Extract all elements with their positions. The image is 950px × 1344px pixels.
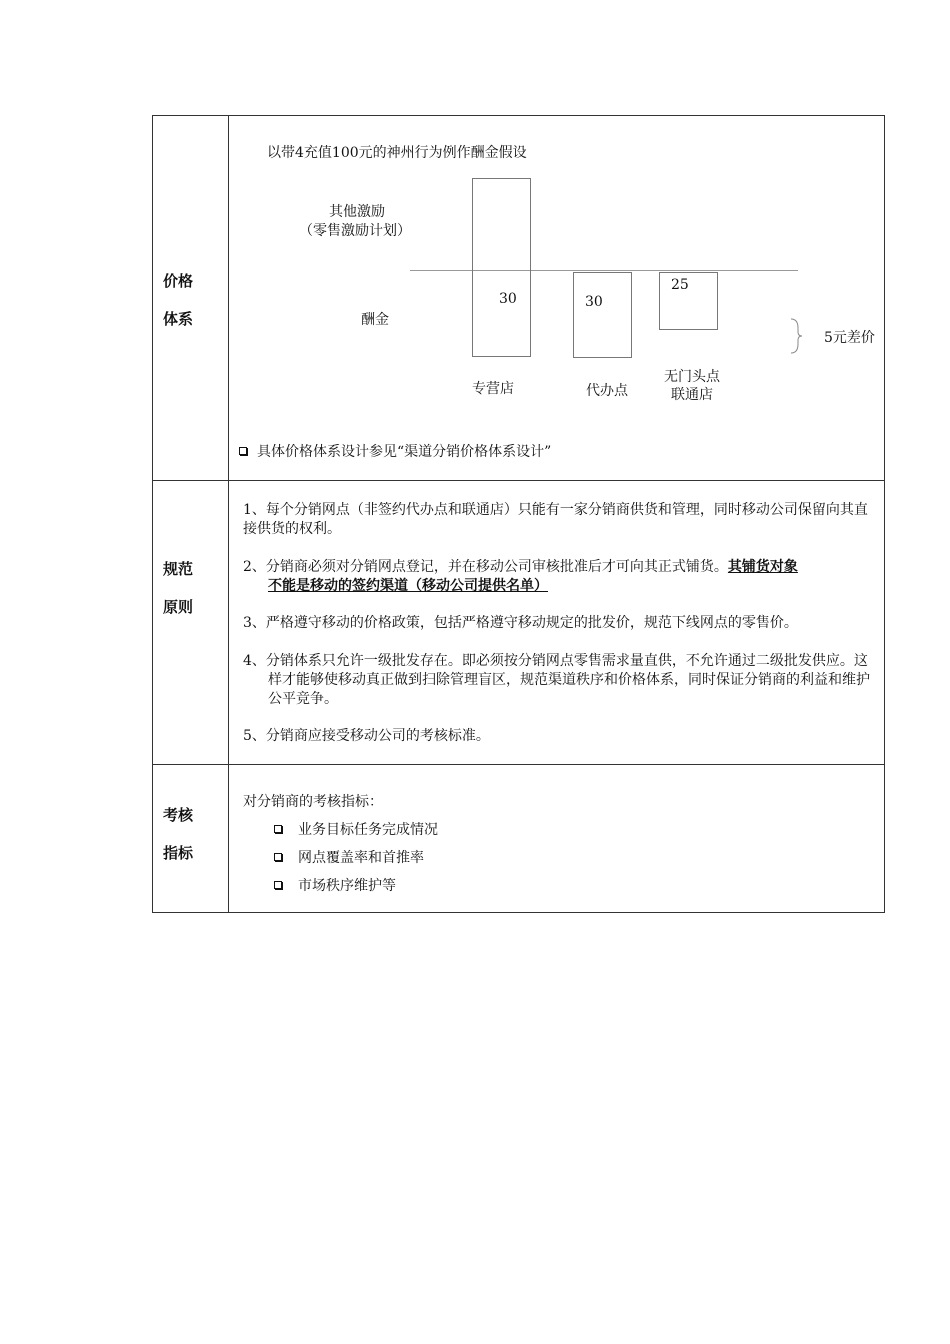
column-divider xyxy=(228,115,229,913)
assessment-label-1: 考核 xyxy=(163,806,194,824)
retail-plan-label: （零售激励计划） xyxy=(299,223,411,239)
rule-item-5: 5、分销商应接受移动公司的考核标准。 xyxy=(243,728,490,744)
bar-specialty-store xyxy=(472,178,531,357)
other-incentive-label: 其他激励 xyxy=(329,204,385,220)
assessment-item-1: 业务目标任务完成情况 xyxy=(274,821,438,840)
checkbox-icon xyxy=(274,853,282,861)
assessment-label-2: 指标 xyxy=(163,844,194,862)
rule-item-2-emphasis-b: 不能是移动的签约渠道（移动公司提供名单） xyxy=(268,578,548,594)
checkbox-icon xyxy=(239,447,247,455)
diagram-baseline xyxy=(410,270,798,271)
rule-item-2-emphasis-a: 其铺货对象 xyxy=(727,559,798,575)
rule-item-1: 1、每个分销网点（非签约代办点和联通店）只能有一家分销商供货和管理，同时移动公司保留向其直接供货的权利。 xyxy=(243,502,868,537)
row-divider-2 xyxy=(152,764,885,765)
rule-item-2: 2、分销商必须对分销网点登记，并在移动公司审核批准后才可向其正式铺货。其铺货对象 不能是移动的签约渠道（移动公司提供名单） xyxy=(243,559,798,594)
bar-label-3b: 联通店 xyxy=(671,387,713,403)
bar-label-2: 代办点 xyxy=(586,383,628,399)
rule-item-4: 4、分销体系只允许一级批发存在。即必须按分销网点零售需求量直供，不允许通过二级批发供应。这样才能够使移动真正做到扫除管理盲区，规范渠道秩序和价格体系，同时保证分销商的利益和维护公平竞争。 xyxy=(243,653,870,707)
bar-label-1: 专营店 xyxy=(472,381,514,397)
commission-label: 酬金 xyxy=(361,312,389,328)
price-footnote: 具体价格体系设计参见“渠道分销价格体系设计” xyxy=(239,443,551,462)
diagram-intro: 以带4充值100元的神州行为例作酬金假设 xyxy=(267,145,527,161)
bar-value-2: 30 xyxy=(585,294,603,310)
row-divider-1 xyxy=(152,480,885,481)
rule-item-3: 3、严格遵守移动的价格政策，包括严格遵守移动规定的批发价，规范下线网点的零售价。 xyxy=(243,615,798,631)
bar-agency xyxy=(573,272,632,358)
bar-label-3a: 无门头点 xyxy=(664,369,720,385)
price-label-1: 价格 xyxy=(163,272,194,290)
rules-label-1: 规范 xyxy=(163,560,194,578)
checkbox-icon xyxy=(274,825,282,833)
assessment-item-3: 市场秩序维护等 xyxy=(274,877,396,896)
checkbox-icon xyxy=(274,881,282,889)
price-label-2: 体系 xyxy=(163,310,194,328)
bar-value-1: 30 xyxy=(499,291,517,307)
bar-value-3: 25 xyxy=(671,277,689,293)
rules-label-2: 原则 xyxy=(163,598,194,616)
brace-icon xyxy=(788,318,804,354)
assessment-item-2: 网点覆盖率和首推率 xyxy=(274,849,424,868)
assessment-intro: 对分销商的考核指标： xyxy=(243,794,383,810)
diff-note: 5元差价 xyxy=(824,330,875,346)
